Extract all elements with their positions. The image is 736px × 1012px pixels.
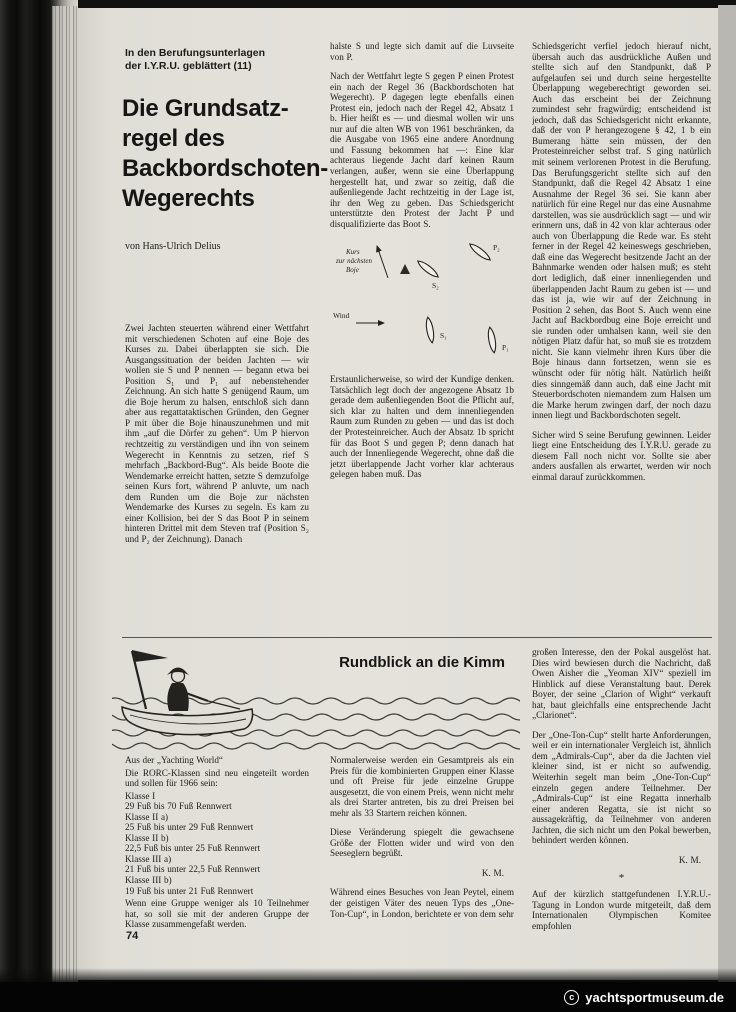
paragraph: halste S und legte sich damit auf die Luvseite von P. — [330, 41, 514, 62]
asterisk-separator: * — [618, 872, 625, 885]
author-initials: K. M. — [678, 854, 701, 865]
boat-s1 — [425, 317, 436, 344]
title-line: regel des — [122, 125, 225, 152]
article-column-middle — [330, 41, 514, 637]
boat-hull — [122, 707, 253, 735]
rundblick-column-right — [532, 647, 711, 949]
boat-s2-label: S₂ — [432, 281, 439, 291]
boat-p2 — [468, 242, 492, 263]
boat-p2-label: P₂ — [493, 243, 500, 253]
paragraph: Diese Veränderung spiegelt die gewachsene Größe der Flotten wider und wird von den Seeseglern begrüßt. — [330, 827, 514, 859]
boat-p1 — [487, 327, 498, 354]
class-list-line: Klasse II b) — [125, 832, 169, 843]
kicker-line: In den Berufungsunterlagen — [125, 47, 266, 59]
byline: von Hans-Ulrich Delius — [125, 241, 221, 252]
footer-bar — [0, 982, 736, 1012]
paragraph: Normalerweise werden ein Gesamtpreis als ein Preis für die kombinierten Gruppen einer Klasse und oft Preise für jede einzelne Gruppe ausgesetzt, die von einem Preis, wenn nicht mehr als drei Starter antreten, bis zu drei Preisen bei mehr als 33 Startern reichen können. — [330, 755, 514, 818]
watermark — [564, 990, 724, 1005]
page-number: 74 — [126, 930, 139, 942]
article-column-left — [125, 323, 309, 635]
sailor-arm — [186, 693, 208, 701]
author-initials: K. M. — [481, 867, 504, 878]
course-label: Boje — [346, 266, 359, 275]
paragraph: großen Interesse, den der Pokal ausgelöst hat. Dies wird bewiesen durch die Nachricht, daß Owen Aisher die „Yeoman XIV“ speziell im Hinblick auf diese Veranstaltung baut. Derek Boyer, der seine „Clarion of Wight“ verkauft hat, baut gleichfalls eine entsprechende Jacht „Clarionet“. — [532, 647, 711, 721]
paragraph: Die RORC-Klassen sind neu eingeteilt worden und sollen für 1966 sein: — [125, 767, 309, 789]
paragraph: Wenn eine Gruppe weniger als 10 Teilnehmer hat, so soll sie mit der anderen Gruppe der Klasse zusammengefaßt werden. — [125, 898, 309, 930]
boat-p1-label: P₁ — [502, 343, 509, 353]
source-line: Aus der „Yachting World“ — [125, 755, 224, 765]
paragraph: Während eines Besuches von Jean Peytel, einem der geistigen Väter des neuen Typs des „One-Ton-Cup“, in London, berichtete er von dem sehr — [330, 887, 514, 919]
boat-s1-label: S₁ — [440, 331, 447, 341]
paragraph: Nach der Wettfahrt legte S gegen P einen Protest ein nach der Regel 36 (Backbordschoten hat Wegerecht). P dagegen legte ebenfalls einen Protest ein, jedoch nach der Regel 42, Absatz 1 b. Hier heißt es — und diesmal wollen wir uns nur auf die alten WB von 1961 beschränken, da die Ausgabe von 1965 eine andere Anordnung und Fassung bekommen hat —: Eine klar achteraus liegende Jacht darf keinen Raum verlangen, außer, wenn sie eine Überlappung hergestellt hat, und zwar so zeitig, daß die außenliegende Jacht rechtzeitig in der Lage ist, ihr den Weg zu geben. Das Schiedsgericht unterstützte den Protest der Jacht P und disqualifizierte das Boot S. — [330, 71, 514, 229]
article-kicker — [125, 47, 340, 73]
class-list-line: 25 Fuß bis unter 29 Fuß Rennwert — [125, 822, 254, 833]
rundblick-column-left — [125, 755, 309, 947]
title-line: Die Grundsatz- — [122, 95, 289, 122]
article-title — [122, 94, 337, 214]
paragraph: Sicher wird S seine Berufung gewinnen. Leider liegt eine Entscheidung des I.Y.R.U. gerade zu diesem Fall noch nicht vor. Sollte sie aber anders ausfallen als erwartet, werden wir noch einmal darauf zurückkommen. — [532, 429, 711, 482]
footer-shadow — [0, 968, 736, 982]
boat-s2 — [416, 259, 440, 280]
paragraph: Der „One-Ton-Cup“ stellt harte Anforderungen, weil er ein internationaler Vergleich ist, ähnlich dem „Admirals-Cup“, aber da die Jachten viel kleiner sind, ist er nicht so aufwendig. Weiterhin segelt man beim „One-Ton-Cup“ einzeln gegen andere Teilnehmer. Der „Admirals-Cup“ ist eine Regatta innerhalb einer anderen Regatta, sie ist nicht so aussagekräftig, da Teilnehmer von anderen Jachten, die sich nicht um den Pokal bewerben, behindert werden können. — [532, 729, 711, 846]
title-line: Backbordschoten- — [122, 155, 328, 182]
course-diagram — [330, 238, 514, 366]
class-list-line: Klasse I — [125, 790, 156, 801]
paragraph: Auf der kürzlich stattgefundenen I.Y.R.U.-Tagung in London wurde mitgeteilt, daß dem Internationalen Olympischen Komitee empfohlen — [532, 889, 711, 932]
scan-background — [718, 5, 736, 982]
buoy-marker — [400, 264, 410, 274]
page-edges — [52, 6, 78, 982]
title-line: Wegerechts — [122, 185, 255, 212]
class-list-line: Klasse III a) — [125, 853, 172, 864]
class-list-line: Klasse II a) — [125, 811, 169, 822]
class-list-line: 22,5 Fuß bis unter 25 Fuß Rennwert — [125, 843, 261, 854]
article-column-right — [532, 41, 711, 637]
rorc-class-list — [125, 791, 309, 896]
sailor-body — [167, 683, 188, 711]
course-label: Kurs — [346, 248, 360, 257]
paragraph: Schiedsgericht verfiel jedoch hierauf nicht, übersah auch das ausdrückliche Außen und stellte sich auf den Standpunkt, daß P aufgelaufen sei und durch seine hergestellte Überlappung wegeberechtigt geworden sei. Auch das erscheint bei der Zeichnung zumindest sehr fragwürdig; entscheidend ist jedoch, daß das Schiedsgericht nicht erkannte, daß der von P herangezogene § 42, 1 b ein Bumerang hätte sein müssen, der den Protesteinreicher selbst traf. S ging natürlich mit seinem verlorenen Protest in die Berufung. Das Berufungsgericht stellte sich auf den Standpunkt, daß die Regel 42 Absatz 1 eine Ausnahme der Regel 36 sei. Sie kann aber natürlich für eine Regel nur das eine Ausnahme darstellen, was sie ausdrücklich sagt — und wir erinnern uns, daß in 42 von klar achteraus oder auch von Überlappung die Rede war. Es steht ferner in der Regel 42 keineswegs geschrieben, daß eine das Wegerecht besitzende Jacht an der Bahnmarke wenden oder halsen muß; es steht dort lediglich, daß einer innenliegenden und überlappenden Jacht Raum zu geben ist — und das ist ja, wie wir auf der Zeichnung in Position 2 sehen, das Boot S. Auch wenn eine Jacht auf Backbordbug eine Boje erreicht und sie runden oder umhalsen kann, weil sie den nötigen Platz dafür hat, so muß sie es trotzdem nicht. Sie kann vielmehr ihren Kurs über die Boje hinaus dann fortsetzen, wenn sie es wünscht oder für nötig hält. Natürlich heißt dies sinngemäß dann auch, daß eine Jacht mit Steuerbordschoten niemandem zum Halsen um die Marke herum zwingen darf, der noch dazu innen liegt und Backbordschoten segelt. — [532, 41, 711, 421]
watermark-text: yachtsportmuseum.de — [585, 989, 724, 1005]
wind-label: Wind — [333, 311, 350, 321]
class-list-line: 21 Fuß bis unter 22,5 Fuß Rennwert — [125, 864, 261, 875]
kicker-line: der I.Y.R.U. geblättert (11) — [125, 60, 252, 72]
boat-and-sailor — [122, 650, 253, 735]
rundblick-column-middle — [330, 755, 514, 949]
pennant-flag — [132, 650, 168, 662]
class-list-line: 19 Fuß bis unter 21 Fuß Rennwert — [125, 885, 254, 896]
course-label: zur nächsten — [336, 257, 372, 266]
paragraph: Erstaunlicherweise, so wird der Kundige denken. Tatsächlich legt doch der angezogene Absatz 1b gerade dem außenliegenden Boot die Pflicht auf, sich klar zu halten und dem innenliegenden Raum zum Runden zu geben — und das ist doch der Protesteinreicher. Auch der Absatz 1b spricht für das Boot S und gegen P; denn danach hat auch der Innenliegende Wegerecht, ohne daß die jetzt überlappende Jacht vorher klar achteraus gelegen haben muß. Das — [330, 374, 514, 480]
class-list-line: 29 Fuß bis 70 Fuß Rennwert — [125, 801, 232, 812]
copyright-icon: c — [564, 990, 579, 1005]
course-arrow — [377, 246, 388, 278]
section-divider — [122, 637, 712, 638]
class-list-line: Klasse III b) — [125, 875, 172, 886]
section-headline: Rundblick an die Kimm — [339, 654, 505, 671]
paragraph: Zwei Jachten steuerten während einer Wettfahrt mit verschiedenen Schoten auf eine Boje des Kurses zu. Dabei überlappten sie sich. Die Ausgangssituation der beiden Jachten — wir wollen sie S und P nennen — begann etwa bei Position S₁ und P₁ auf nebenstehender Zeichnung. An sich hatte S genügend Raum, um die Boje herum zu halsen, entschloß sich dann aber aus regattataktischen Gründen, den Gegner P mit über die Boje hinauszunehmen und mit ihm „auf die Dörfer zu gehen“. Um P hiervon rechtzeitig zu verständigen und ihn von seinem Wegerecht in Kenntnis zu setzen, rief S mehrfach „Backbord-Bug“. Als beide Boote die Wendemarke erreicht hatten, setzte S demzufolge seinen Kurs fort, während P anluvte, um nach dem Runden um die Boje zur nächsten Wendemarke des Kurses zu segeln. Es kam zu einer Kollision, bei der S das Boot P in seinem hinteren Drittel mit dem Steven traf (Position S₂ und P₂ der Zeichnung). Danach — [125, 323, 309, 544]
